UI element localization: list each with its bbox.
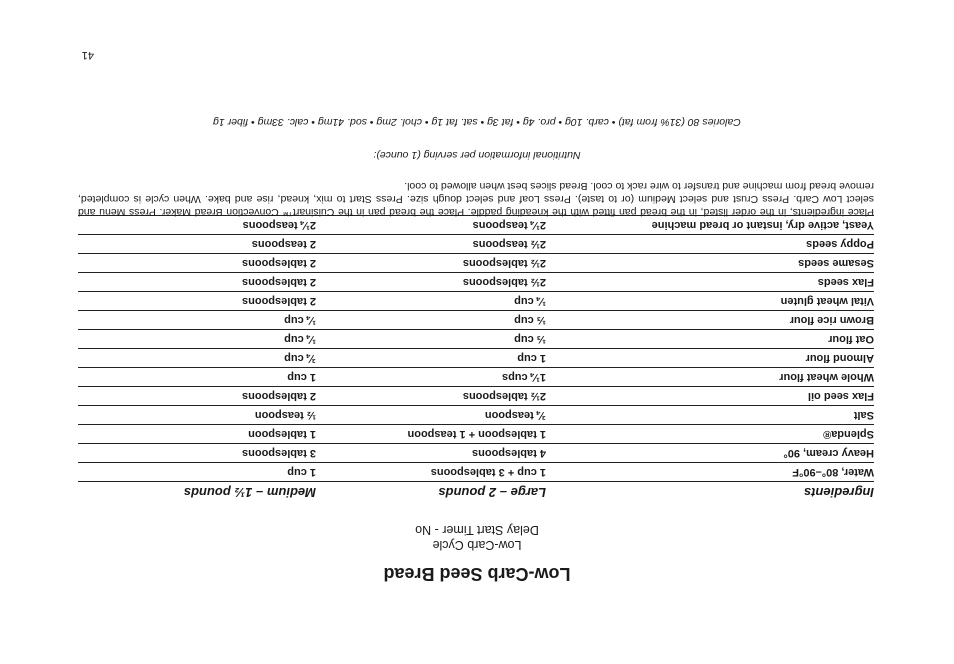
nutrition-label: Nutritional information per serving (1 ounce): — [373, 149, 581, 161]
medium-amount: 2¼ teaspoons — [242, 219, 316, 231]
page-number: 41 — [81, 49, 94, 61]
nutrition-values: Calories 80 (31% from fat) • carb. 10g • pro. 4g • fat 3g • sat. fat 1g • chol. 2mg • sod. 41mg • calc. 33mg • fiber 1g — [213, 116, 741, 128]
header-medium: Medium – 1½ pounds — [183, 485, 316, 500]
medium-amount: 2 teaspoons — [251, 238, 316, 250]
table-row — [78, 253, 874, 272]
large-amount: 1¼ cups — [501, 371, 546, 383]
large-amount: 1 tablespoon + 1 teaspoon — [407, 428, 546, 440]
large-amount: ¾ teaspoon — [484, 409, 546, 421]
table-row — [78, 310, 874, 329]
large-amount: ¼ cup — [514, 295, 546, 307]
table-row — [78, 234, 874, 253]
large-amount: 4 tablespoons — [472, 447, 546, 459]
ingredient-name: Water, 80°–90°F — [792, 466, 874, 478]
medium-amount: 2 tablespoons — [242, 295, 316, 307]
header-ingredients: Ingredients — [803, 485, 874, 500]
ingredient-name: Salt — [853, 409, 874, 421]
ingredient-name: Almond flour — [805, 352, 874, 364]
table-row — [78, 348, 874, 367]
medium-amount: 1 tablespoon — [248, 428, 316, 440]
table-row — [78, 386, 874, 405]
header-large: Large – 2 pounds — [438, 485, 546, 500]
ingredient-name: Flax seeds — [817, 276, 874, 288]
table-row — [78, 443, 874, 462]
instructions-paragraph: Place ingredients, in the order listed, in the bread pan fitted with the kneading paddle. Place the bread pan in the Cuisinart™ Convection Bread Maker. Press Menu and select Low Carb. Press Crust and select Medium (or to taste). Press Loaf and select dough size. Press Start to mix, knead, rise and bake. When cycle is completed, remove bread from machine and transfer to wire rack to cool. Bread slices best when allowed to cool. — [78, 180, 874, 218]
delay-timer-label: Delay Start Timer - No — [415, 523, 539, 537]
table-row — [78, 405, 874, 424]
medium-amount: ¼ cup — [284, 333, 316, 345]
ingredient-name: Brown rice flour — [789, 314, 874, 326]
ingredient-name: Sesame seeds — [798, 257, 874, 269]
recipe-title: Low-Carb Seed Bread — [383, 564, 571, 584]
ingredient-name: Poppy seeds — [806, 238, 874, 250]
medium-amount: 1 cup — [287, 466, 316, 478]
ingredient-name: Whole wheat flour — [779, 371, 874, 383]
ingredient-name: Oat flour — [828, 333, 874, 345]
medium-amount: ½ teaspoon — [254, 409, 316, 421]
ingredient-name: Heavy cream, 90° — [783, 447, 874, 459]
table-row — [78, 424, 874, 443]
large-amount: 2¼ teaspoons — [472, 219, 546, 231]
large-amount: 1 cup — [517, 352, 546, 364]
ingredient-name: Vital wheat gluten — [780, 295, 874, 307]
table-row — [78, 272, 874, 291]
medium-amount: 2 tablespoons — [242, 276, 316, 288]
table-row — [78, 291, 874, 310]
cycle-label: Low-Carb Cycle — [432, 538, 522, 552]
table-row — [78, 329, 874, 348]
table-row — [78, 462, 874, 481]
table-header — [78, 481, 874, 501]
medium-amount: ¾ cup — [284, 352, 316, 364]
large-amount: 1 cup + 3 tablespoons — [430, 466, 546, 478]
ingredient-name: Splenda® — [823, 428, 874, 440]
large-amount: 2½ teaspoons — [472, 238, 546, 250]
ingredient-name: Yeast, active dry, instant or bread machine — [651, 219, 874, 231]
ingredient-name: Flax seed oil — [807, 390, 874, 402]
medium-amount: 2 tablespoons — [242, 257, 316, 269]
medium-amount: 1 cup — [287, 371, 316, 383]
medium-amount: 2 tablespoons — [242, 390, 316, 402]
ingredients-table — [78, 215, 874, 501]
large-amount: 2½ tablespoons — [462, 257, 546, 269]
medium-amount: ¼ cup — [284, 314, 316, 326]
medium-amount: 3 tablespoons — [242, 447, 316, 459]
large-amount: ⅓ cup — [514, 314, 546, 326]
large-amount: ⅓ cup — [514, 333, 546, 345]
large-amount: 2½ tablespoons — [462, 390, 546, 402]
large-amount: 2½ tablespoons — [462, 276, 546, 288]
table-row — [78, 367, 874, 386]
